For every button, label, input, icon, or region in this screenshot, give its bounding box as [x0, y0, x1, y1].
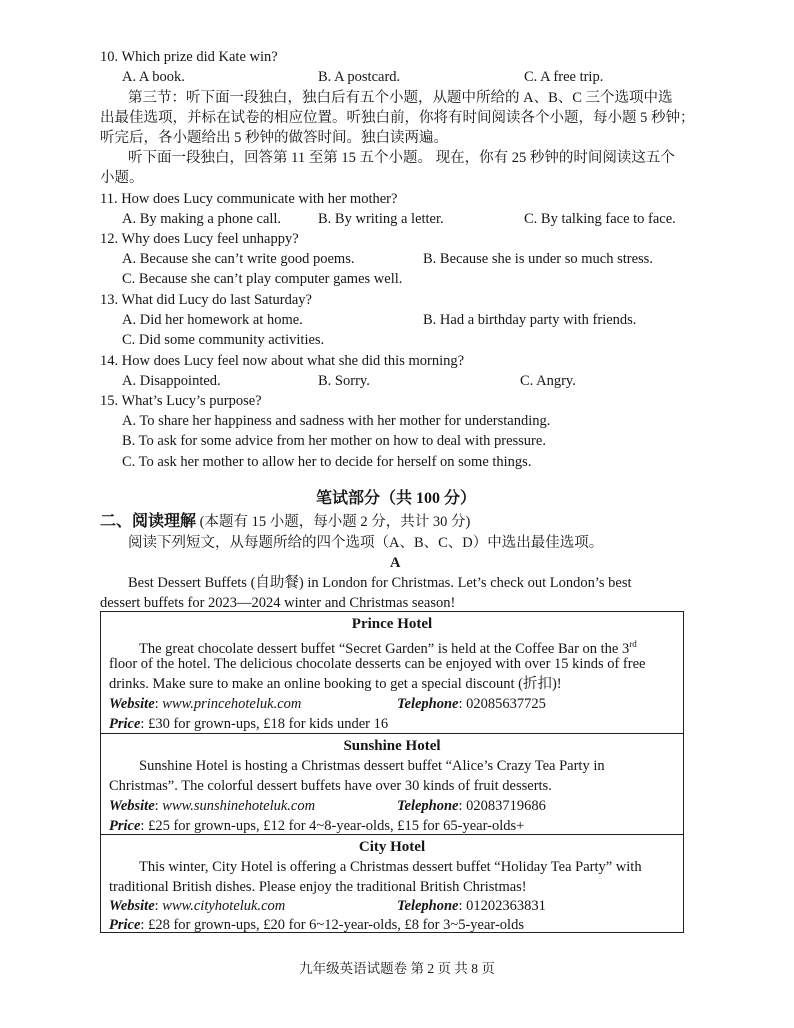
website-link[interactable]: www.sunshinehoteluk.com	[162, 798, 316, 814]
question-14: 14. How does Lucy feel now about what she did this morning?	[100, 353, 465, 369]
reading-section-heading	[100, 513, 470, 531]
hotel-description-line: drinks. Make sure to make an online booking to get a special discount (折扣)!	[109, 676, 562, 692]
passage-intro-line: Best Dessert Buffets (自助餐) in London for Christmas. Let’s check out London’s best	[128, 575, 632, 591]
q10-option-a: A. A book.	[122, 69, 185, 85]
telephone-number: 01202363831	[466, 898, 546, 914]
q13-option-a: A. Did her homework at home.	[122, 312, 303, 328]
hotel-table	[100, 611, 684, 933]
hotel-price: Price: £25 for grown-ups, £12 for 4~8-year-olds, £15 for 65-year-olds+	[109, 818, 525, 834]
q11-option-a: A. By making a phone call.	[122, 211, 282, 227]
question-10: 10. Which prize did Kate win?	[100, 49, 278, 65]
price-label: Price	[109, 716, 141, 732]
q13-option-b: B. Had a birthday party with friends.	[423, 312, 637, 328]
telephone-label: Telephone	[397, 696, 459, 712]
q14-option-c: C. Angry.	[520, 373, 576, 389]
reading-section-title: 二、阅读理解	[100, 513, 197, 530]
q12-option-c: C. Because she can’t play computer games well.	[122, 271, 403, 287]
q12-option-a: A. Because she can’t write good poems.	[122, 251, 355, 267]
hotel-description-text: The great chocolate dessert buffet “Secret Garden” is held at the Coffee Bar on the 3	[139, 640, 630, 657]
section3-line: 听完后，各小题给出 5 秒钟的做答时间。独白读两遍。	[100, 130, 448, 146]
hotel-telephone: Telephone: 02085637725	[397, 696, 546, 712]
price-label: Price	[109, 818, 141, 834]
q15-option-b: B. To ask for some advice from her mother on how to deal with pressure.	[122, 433, 546, 449]
question-11: 11. How does Lucy communicate with her mother?	[100, 191, 398, 207]
hotel-website: Website: www.princehoteluk.com	[109, 696, 302, 712]
q10-option-c: C. A free trip.	[524, 69, 604, 85]
reading-instruction: 阅读下列短文，从每题所给的四个选项（A、B、C、D）中选出最佳选项。	[128, 535, 604, 551]
hotel-description-line: This winter, City Hotel is offering a Christmas dessert buffet “Holiday Tea Party” with	[139, 859, 642, 875]
ordinal-suffix: rd	[629, 639, 637, 649]
price-text: £25 for grown-ups, £12 for 4~8-year-olds, £15 for 65-year-olds+	[148, 818, 525, 834]
written-part-title: 笔试部分（共 100 分）	[316, 490, 477, 507]
telephone-label: Telephone	[397, 898, 459, 914]
telephone-number: 02083719686	[466, 798, 546, 814]
hotel-price: Price: £30 for grown-ups, £18 for kids under 16	[109, 716, 389, 732]
hotel-description-line: Christmas”. The colorful dessert buffets have over 30 kinds of fruit desserts.	[109, 778, 552, 794]
reading-section-note: (本题有 15 小题，每小题 2 分，共计 30 分)	[199, 514, 471, 530]
website-label: Website	[109, 696, 155, 712]
telephone-number: 02085637725	[466, 696, 546, 712]
hotel-name: Prince Hotel	[351, 616, 433, 632]
website-link[interactable]: www.cityhoteluk.com	[162, 898, 286, 914]
hotel-website: Website: www.sunshinehoteluk.com	[109, 798, 316, 814]
price-text: £30 for grown-ups, £18 for kids under 16	[148, 716, 389, 732]
hotel-description-line: traditional British dishes. Please enjoy the traditional British Christmas!	[109, 879, 527, 895]
q14-option-b: B. Sorry.	[318, 373, 370, 389]
hotel-block-prince	[101, 612, 683, 733]
q10-option-b: B. A postcard.	[318, 69, 401, 85]
website-label: Website	[109, 798, 155, 814]
hotel-telephone: Telephone: 02083719686	[397, 798, 546, 814]
hotel-name: Sunshine Hotel	[343, 738, 441, 754]
q15-option-a: A. To share her happiness and sadness with her mother for understanding.	[122, 413, 551, 429]
page-footer: 九年级英语试题卷 第 2 页 共 8 页	[299, 961, 495, 976]
hotel-block-sunshine	[101, 733, 683, 834]
question-15: 15. What’s Lucy’s purpose?	[100, 393, 262, 409]
question-12: 12. Why does Lucy feel unhappy?	[100, 231, 299, 247]
hotel-block-city	[101, 834, 683, 932]
hotel-price: Price: £28 for grown-ups, £20 for 6~12-year-olds, £8 for 3~5-year-olds	[109, 917, 524, 933]
hotel-description-line: Sunshine Hotel is hosting a Christmas dessert buffet “Alice’s Crazy Tea Party in	[139, 758, 605, 774]
question-13: 13. What did Lucy do last Saturday?	[100, 292, 312, 308]
hotel-website: Website: www.cityhoteluk.com	[109, 898, 286, 914]
q12-option-b: B. Because she is under so much stress.	[423, 251, 653, 267]
section3-line: 听下面一段独白，回答第 11 至第 15 五个小题。 现在，你有 25 秒钟的时间阅读这五个	[128, 150, 675, 166]
q15-option-c: C. To ask her mother to allow her to decide for herself on some things.	[122, 454, 532, 470]
section3-line: 小题。	[100, 170, 144, 186]
q14-option-a: A. Disappointed.	[122, 373, 221, 389]
hotel-telephone: Telephone: 01202363831	[397, 898, 546, 914]
hotel-name: City Hotel	[358, 839, 426, 855]
passage-intro-line: dessert buffets for 2023—2024 winter and Christmas season!	[100, 595, 456, 611]
q11-option-c: C. By talking face to face.	[524, 211, 676, 227]
price-label: Price	[109, 917, 141, 933]
section3-line: 第三节：听下面一段独白，独白后有五个小题，从题中所给的 A、B、C 三个选项中选	[128, 90, 673, 106]
passage-letter: A	[390, 555, 401, 571]
q13-option-c: C. Did some community activities.	[122, 332, 325, 348]
website-label: Website	[109, 898, 155, 914]
price-text: £28 for grown-ups, £20 for 6~12-year-olds, £8 for 3~5-year-olds	[148, 917, 524, 933]
q11-option-b: B. By writing a letter.	[318, 211, 444, 227]
telephone-label: Telephone	[397, 798, 459, 814]
section3-line: 出最佳选项，并标在试卷的相应位置。听独白前，你将有时间阅读各个小题，每小题 5 秒钟；	[100, 110, 695, 126]
hotel-description-line: floor of the hotel. The delicious chocolate desserts can be enjoyed with over 15 kinds of free	[109, 656, 646, 672]
website-link[interactable]: www.princehoteluk.com	[162, 696, 302, 712]
